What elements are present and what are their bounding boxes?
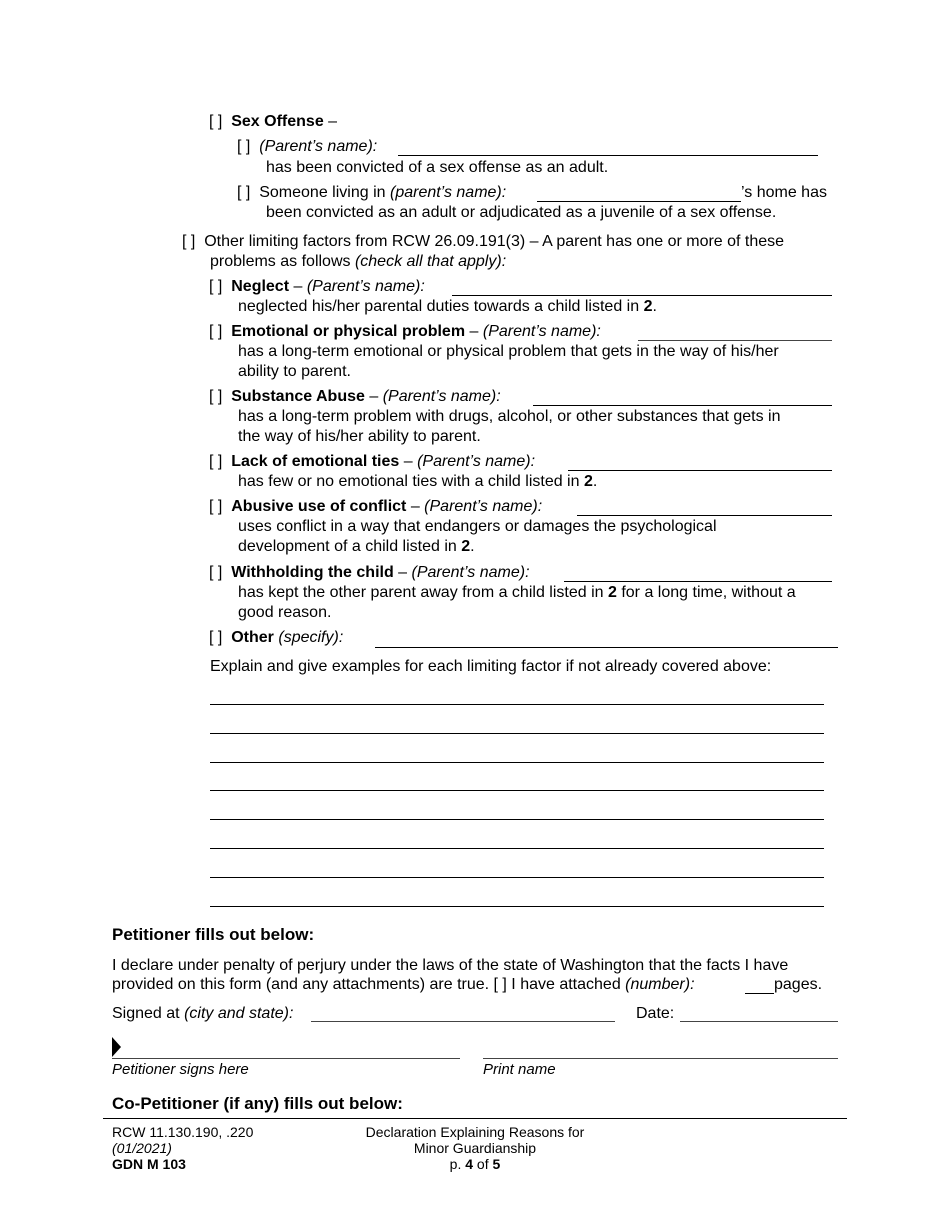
footer-page [325, 1156, 625, 1173]
withholding-text-a: has kept the other parent away from a child listed in [238, 584, 608, 601]
sub1-text: has been convicted of a sex offense as an adult. [266, 159, 609, 176]
other-specify-field[interactable] [375, 647, 838, 648]
sub2-parent-name-field[interactable] [537, 201, 741, 202]
dash: – [323, 113, 338, 130]
other-title: Other [231, 629, 274, 646]
conflict-label: (Parent’s name): [424, 498, 543, 515]
neglect-text-a: neglected his/her parental duties towards a child listed in [238, 298, 644, 315]
city-state-field[interactable] [311, 1021, 615, 1022]
declaration-text: provided on this form (and any attachments) are true. [ ] I have attached [112, 976, 626, 993]
substance-title: Substance Abuse [231, 388, 365, 405]
footer-rev-text: (01/2021) [112, 1140, 172, 1156]
pages-suffix: pages. [774, 976, 823, 993]
footer-title-2: Minor Guardianship [413, 1140, 537, 1156]
sep: – [289, 278, 307, 295]
emotional-label: (Parent’s name): [482, 323, 601, 340]
substance-checkbox[interactable]: [ ] [209, 388, 223, 405]
withholding-ref: 2 [607, 584, 617, 601]
signed-at-text: Signed at [112, 1005, 185, 1022]
substance-text-1: has a long-term problem with drugs, alcohol, or other substances that gets in [238, 408, 781, 425]
emotional-row [209, 322, 601, 342]
period: . [652, 298, 657, 315]
ties-text [238, 472, 597, 492]
explain-line[interactable] [210, 877, 824, 878]
other-factors-line2 [210, 252, 506, 272]
period: . [470, 538, 475, 555]
emotional-text-2: ability to parent. [238, 363, 351, 380]
explain-line[interactable] [210, 848, 824, 849]
emotional-text-1: has a long-term emotional or physical problem that gets in the way of his/her [238, 343, 779, 360]
footer-form [112, 1156, 186, 1173]
withholding-title: Withholding the child [231, 564, 394, 581]
explain-line[interactable] [210, 733, 824, 734]
explain-line[interactable] [210, 762, 824, 763]
signed-at-label [112, 1004, 293, 1024]
conflict-text-1: uses conflict in a way that endangers or damages the psychological [238, 518, 717, 535]
signs-here-text: Petitioner signs here [112, 1061, 249, 1078]
signs-here-label [112, 1060, 249, 1080]
neglect-text [238, 297, 657, 317]
ties-checkbox[interactable]: [ ] [209, 453, 223, 470]
emotional-checkbox[interactable]: [ ] [209, 323, 223, 340]
conflict-row [209, 497, 542, 517]
sep: – [364, 388, 383, 405]
ties-text-a: has few or no emotional ties with a child listed in [238, 473, 584, 490]
explain-line[interactable] [210, 819, 824, 820]
conflict-title: Abusive use of conflict [231, 498, 407, 515]
sub2-label: (parent’s name): [389, 184, 507, 201]
other-factors-row [182, 232, 784, 252]
other-row [209, 628, 343, 648]
conflict-text-b: development of a child listed in [238, 538, 462, 555]
sep: – [465, 323, 483, 340]
substance-name-field[interactable] [533, 405, 832, 406]
withholding-name-field[interactable] [564, 581, 832, 582]
declaration-line-1: I declare under penalty of perjury under the laws of the state of Washington that the facts I have [112, 957, 789, 974]
signature-arrow-icon [112, 1037, 121, 1057]
sub1-checkbox[interactable]: [ ] [237, 138, 251, 155]
withholding-checkbox[interactable]: [ ] [209, 564, 223, 581]
emotional-name-field[interactable] [638, 340, 832, 341]
conflict-checkbox[interactable]: [ ] [209, 498, 223, 515]
footer-rcw: RCW 11.130.190, .220 [112, 1124, 254, 1140]
number-label: (number): [625, 976, 695, 993]
withholding-text-1 [238, 583, 796, 603]
sub2-prefix: Someone living in [259, 184, 390, 201]
conflict-ref: 2 [461, 538, 471, 555]
ties-title: Lack of emotional ties [231, 453, 400, 470]
sep: – [393, 564, 412, 581]
footer-form-text: GDN M 103 [112, 1156, 186, 1172]
other-checkbox[interactable]: [ ] [209, 629, 223, 646]
sex-offense-sub2 [237, 183, 506, 203]
ties-label: (Parent’s name): [417, 453, 536, 470]
neglect-title: Neglect [231, 278, 290, 295]
line2-text: problems as follows [210, 253, 355, 270]
petitioner-signature-field[interactable] [112, 1058, 460, 1059]
sep: – [406, 498, 425, 515]
city-state-label: (city and state): [184, 1005, 294, 1022]
date-field[interactable] [680, 1021, 838, 1022]
print-name-label [483, 1060, 556, 1080]
explain-prompt: Explain and give examples for each limiting factor if not already covered above: [210, 658, 772, 675]
withholding-label: (Parent’s name): [411, 564, 530, 581]
footer-divider [103, 1118, 847, 1119]
sex-offense-row [209, 112, 337, 132]
line2-italic: (check all that apply): [354, 253, 507, 270]
substance-row [209, 387, 501, 407]
sub1-parent-name-field[interactable] [398, 155, 818, 156]
neglect-name-field[interactable] [452, 295, 832, 296]
print-name-text: Print name [483, 1061, 556, 1078]
sep: – [399, 453, 418, 470]
sub1-label: (Parent’s name): [259, 138, 378, 155]
footer-title-1: Declaration Explaining Reasons for [365, 1124, 585, 1140]
co-petitioner-heading: Co-Petitioner (if any) fills out below: [112, 1094, 403, 1113]
page-number: 4 [465, 1156, 474, 1172]
withholding-text-2: good reason. [238, 604, 332, 621]
page-mid: of [473, 1156, 493, 1172]
explain-line[interactable] [210, 704, 824, 705]
neglect-checkbox[interactable]: [ ] [209, 278, 223, 295]
neglect-row [209, 277, 425, 297]
substance-label: (Parent’s name): [382, 388, 501, 405]
other-factors-line1: Other limiting factors from RCW 26.09.191(3) – A parent has one or more of these [204, 233, 785, 250]
sub2-checkbox[interactable]: [ ] [237, 184, 251, 201]
ties-name-field[interactable] [568, 470, 832, 471]
neglect-ref: 2 [643, 298, 653, 315]
petitioner-heading: Petitioner fills out below: [112, 925, 315, 944]
withholding-text-c: for a long time, without a [616, 584, 796, 601]
ties-ref: 2 [583, 473, 593, 490]
explain-line[interactable] [210, 790, 824, 791]
declaration-line-2 [112, 975, 695, 995]
sub2-text: been convicted as an adult or adjudicated as a juvenile of a sex offense. [266, 204, 777, 221]
explain-line[interactable] [210, 906, 824, 907]
pages-count-field[interactable] [745, 993, 774, 994]
page-total: 5 [492, 1156, 501, 1172]
sex-offense-sub1 [237, 137, 377, 157]
withholding-row [209, 563, 530, 583]
other-factors-checkbox[interactable]: [ ] [182, 233, 196, 250]
sub2-suffix: ’s home has [741, 184, 827, 201]
conflict-text-2 [238, 537, 475, 557]
other-label: (specify): [278, 629, 344, 646]
substance-text-2: the way of his/her ability to parent. [238, 428, 481, 445]
page-prefix: p. [449, 1156, 466, 1172]
print-name-field[interactable] [483, 1058, 838, 1059]
ties-row [209, 452, 535, 472]
period: . [592, 473, 598, 490]
emotional-title: Emotional or physical problem [231, 323, 466, 340]
sex-offense-title: Sex Offense [231, 113, 324, 130]
neglect-label: (Parent’s name): [306, 278, 425, 295]
footer-rev [112, 1140, 172, 1157]
date-label: Date: [636, 1005, 675, 1022]
conflict-name-field[interactable] [577, 515, 832, 516]
sex-offense-checkbox[interactable]: [ ] [209, 113, 223, 130]
